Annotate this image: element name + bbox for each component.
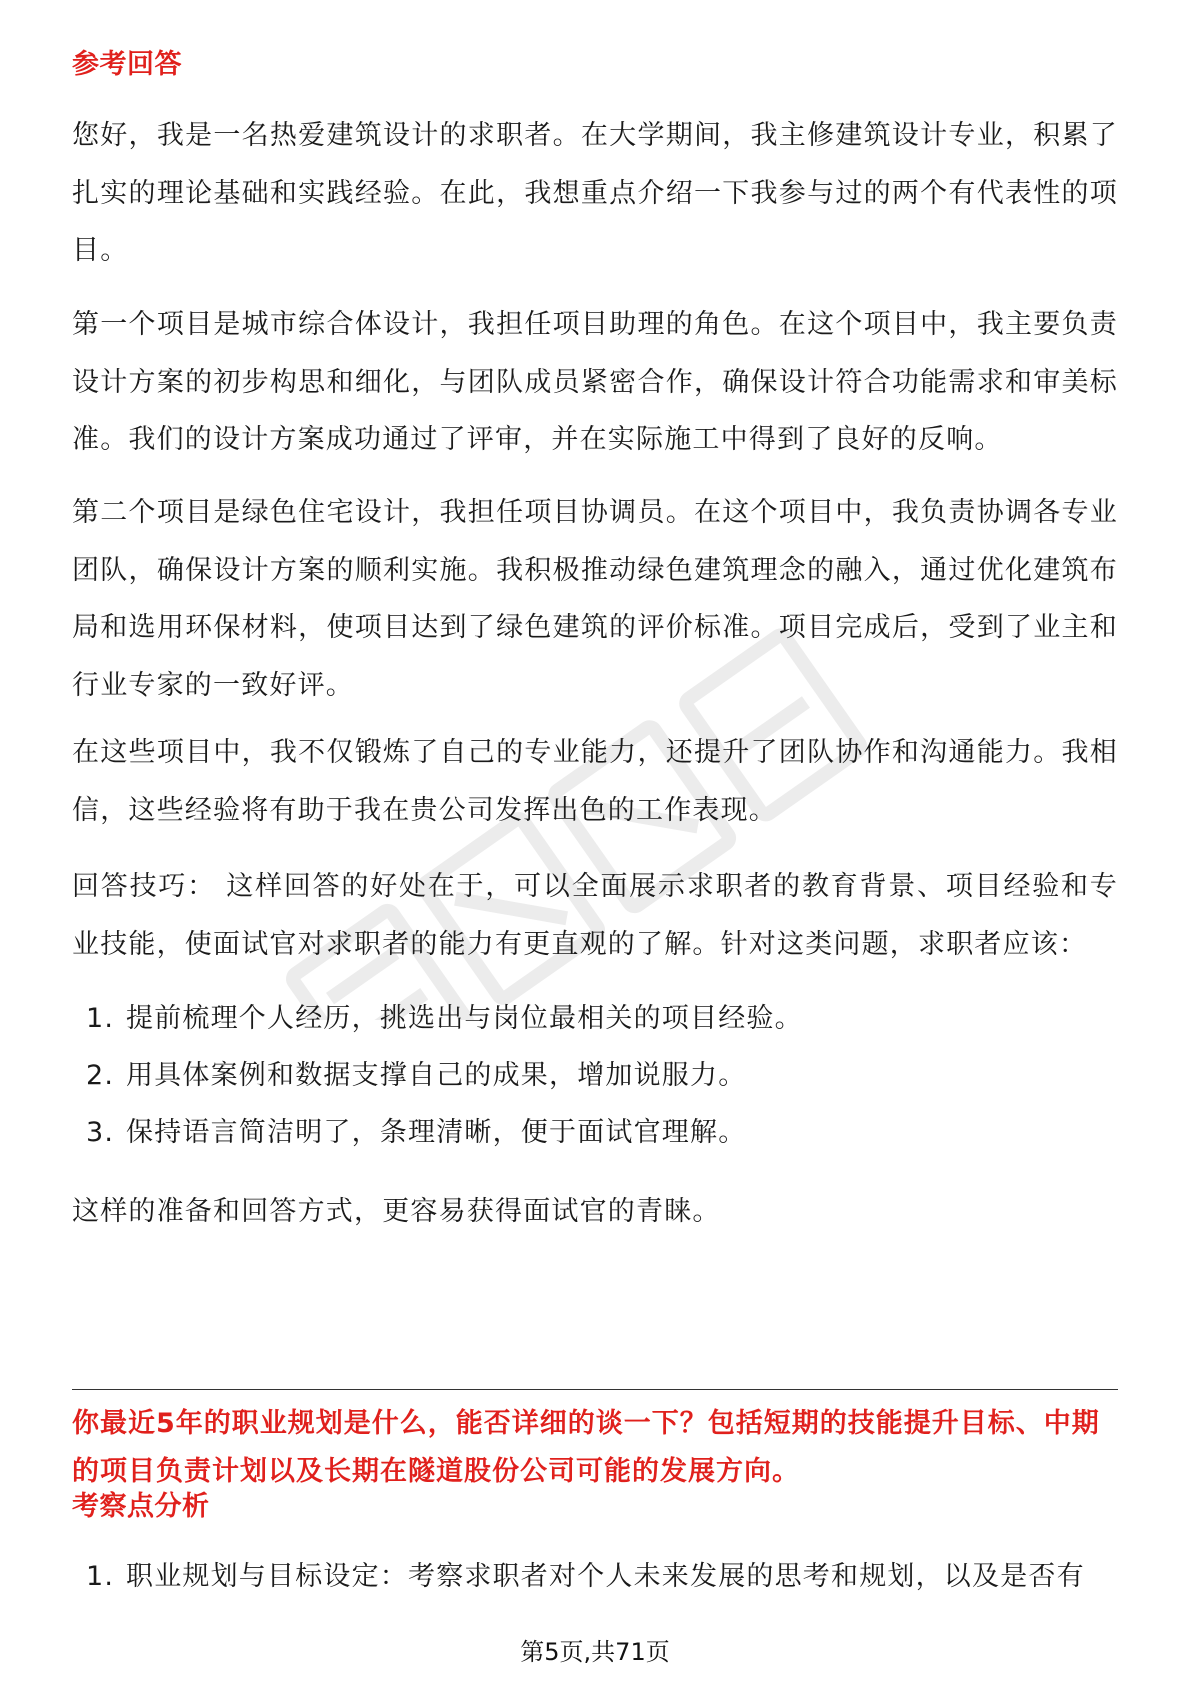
answer-tips-paragraph: 回答技巧： 这样回答的好处在于，可以全面展示求职者的教育背景、项目经验和专业技能，使面试官对求职者的能力有更直观的了解。针对这类问题，求职者应该： — [72, 871, 1118, 960]
closing-paragraph: 这样的准备和回答方式，更容易获得面试官的青睐。 — [72, 1196, 721, 1227]
reference-answer-heading: 参考回答 — [72, 49, 182, 80]
page-number-footer: 第5页,共71页 — [520, 1638, 670, 1666]
section-divider — [72, 1389, 1118, 1390]
analysis-list — [72, 1548, 1118, 1605]
answer-paragraph-project-2: 第二个项目是绿色住宅设计，我担任项目协调员。在这个项目中，我负责协调各专业团队，确保设计方案的顺利实施。我积极推动绿色建筑理念的融入，通过优化建筑布局和选用环保材料，使项目达到了绿色建筑的评价标准。项目完成后，受到了业主和行业专家的一致好评。 — [72, 497, 1118, 701]
list-item: 1. 提前梳理个人经历，挑选出与岗位最相关的项目经验。 — [86, 1003, 803, 1034]
answer-paragraph-summary: 在这些项目中，我不仅锻炼了自己的专业能力，还提升了团队协作和沟通能力。我相信，这些经验将有助于我在贵公司发挥出色的工作表现。 — [72, 737, 1118, 826]
answer-paragraph-intro: 您好，我是一名热爱建筑设计的求职者。在大学期间，我主修建筑设计专业，积累了扎实的理论基础和实践经验。在此，我想重点介绍一下我参与过的两个有代表性的项目。 — [72, 120, 1118, 266]
list-item: 1. 职业规划与目标设定：考察求职者对个人未来发展的思考和规划，以及是否有 — [86, 1561, 1085, 1592]
analysis-heading: 考察点分析 — [72, 1491, 210, 1522]
tips-list — [72, 990, 1118, 1161]
list-item: 3. 保持语言简洁明了，条理清晰，便于面试官理解。 — [86, 1117, 747, 1148]
answer-paragraph-project-1: 第一个项目是城市综合体设计，我担任项目助理的角色。在这个项目中，我主要负责设计方案的初步构思和细化，与团队成员紧密合作，确保设计符合功能需求和审美标准。我们的设计方案成功通过了评审，并在实际施工中得到了良好的反响。 — [72, 309, 1118, 455]
list-item: 2. 用具体案例和数据支撑自己的成果，增加说服力。 — [86, 1060, 747, 1091]
next-question-heading: 你最近5年的职业规划是什么，能否详细的谈一下？包括短期的技能提升目标、中期的项目负责计划以及长期在隧道股份公司可能的发展方向。 — [72, 1408, 1100, 1487]
